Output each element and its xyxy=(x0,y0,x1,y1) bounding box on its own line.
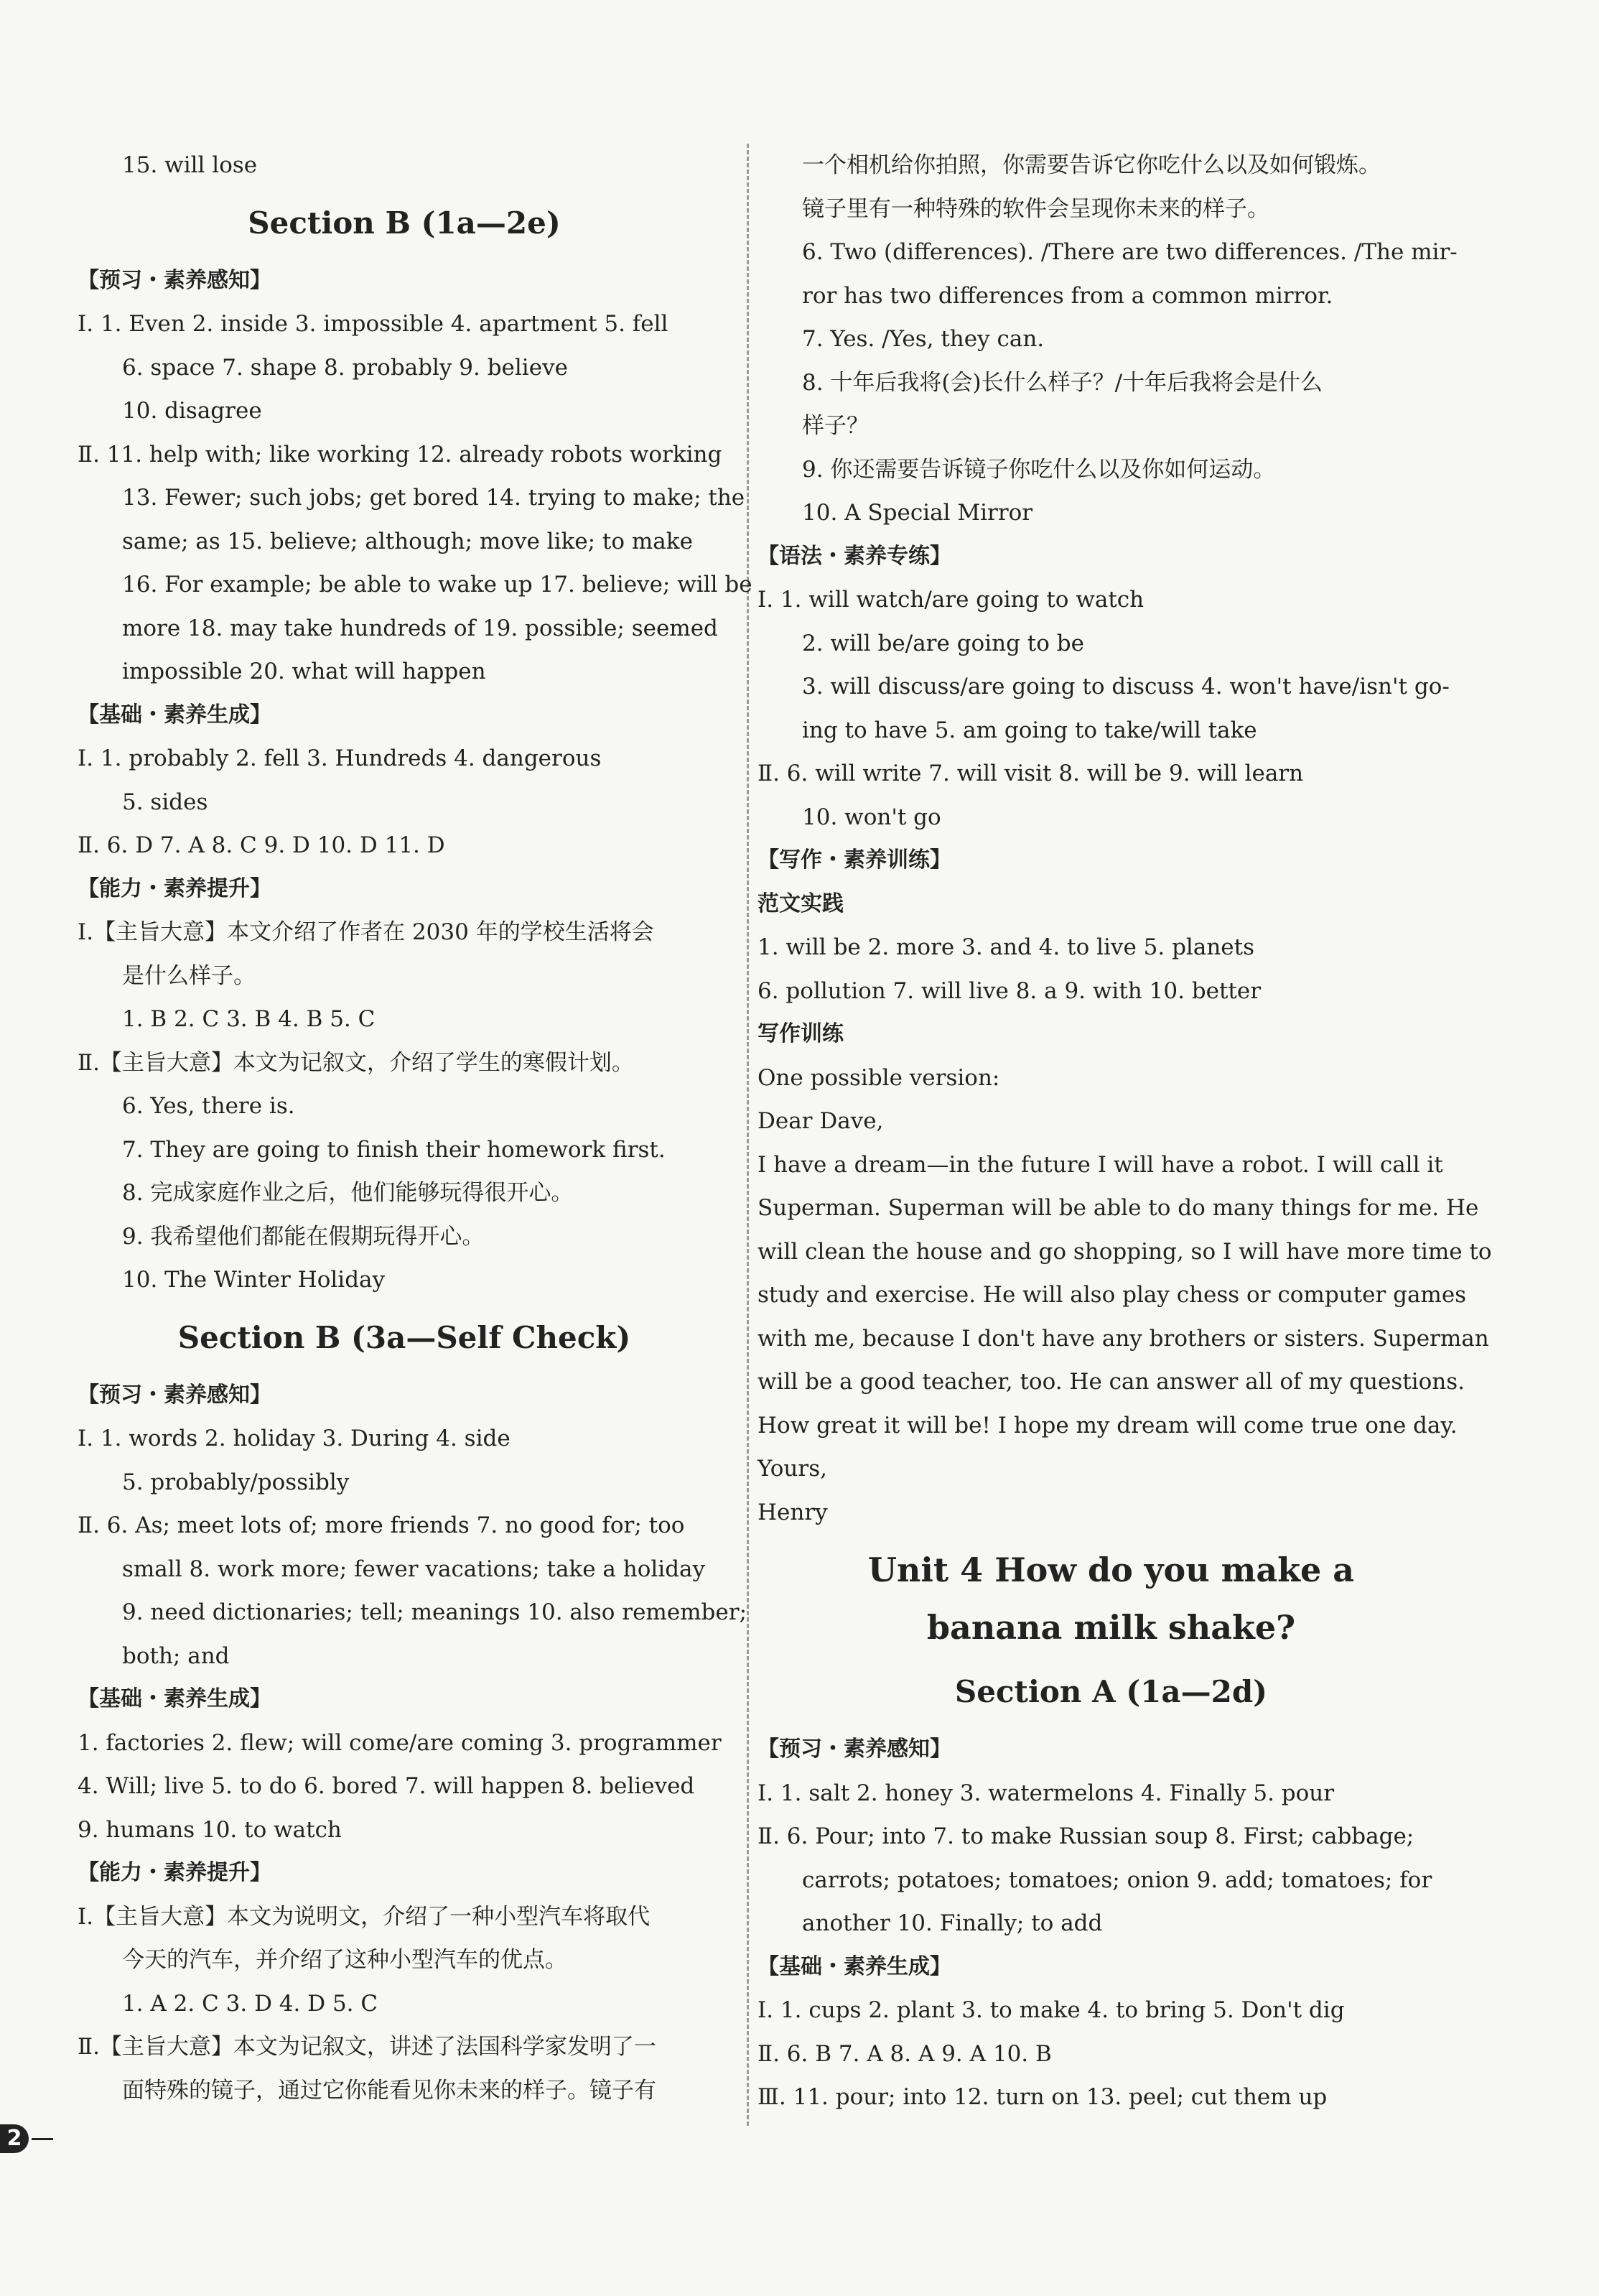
answer-line: ing to have 5. am going to take/will take xyxy=(802,717,1257,743)
answer-line: Ⅱ.【主旨大意】本文为记叙文，介绍了学生的寒假计划。 xyxy=(78,1049,634,1076)
answer-line: 样子？ xyxy=(802,413,869,439)
answer-line: 9. 你还需要告诉镜子你吃什么以及你如何运动。 xyxy=(802,456,1276,483)
section-tag: 【基础・素养生成】 xyxy=(78,702,271,728)
answer-line: 10. A Special Mirror xyxy=(802,500,1033,526)
section-heading: Section A (1a—2d) xyxy=(954,1674,1268,1709)
answer-line: Ⅰ.【主旨大意】本文介绍了作者在 2030 年的学校生活将会 xyxy=(78,919,654,945)
answer-line: 6. pollution 7. will live 8. a 9. with 10. better xyxy=(757,977,1262,1004)
answer-line: 1. factories 2. flew; will come/are coming 3. programmer xyxy=(78,1729,722,1756)
section-tag: 【基础・素养生成】 xyxy=(757,1953,951,1979)
section-heading: Section B (3a—Self Check) xyxy=(177,1319,631,1355)
answer-line: Ⅱ. 6. will write 7. will visit 8. will be 9. will learn xyxy=(757,761,1304,786)
answer-line: 9. 我希望他们都能在假期玩得开心。 xyxy=(122,1223,485,1250)
answer-line: Ⅱ.【主旨大意】本文为记叙文，讲述了法国科学家发明了一 xyxy=(78,2034,656,2060)
answer-line: 1. A 2. C 3. D 4. D 5. C xyxy=(122,1990,378,2017)
answer-line: both; and xyxy=(122,1642,230,1669)
answer-line: 面特殊的镜子，通过它你能看见你未来的样子。镜子有 xyxy=(122,2077,656,2104)
answer-line: 5. probably/possibly xyxy=(122,1469,350,1495)
answer-line: 2. will be/are going to be xyxy=(802,630,1084,656)
answer-line: Ⅲ. 11. pour; into 12. turn on 13. peel; cut them up xyxy=(757,2084,1328,2110)
section-tag: 【预习・素养感知】 xyxy=(78,267,271,293)
answer-line: Ⅰ. 1. salt 2. honey 3. watermelons 4. Finally 5. pour xyxy=(757,1780,1335,1806)
section-tag: 【预习・素养感知】 xyxy=(78,1382,271,1408)
answer-line: 7. Yes. /Yes, they can. xyxy=(802,326,1045,352)
page-number: 2 xyxy=(0,2124,29,2153)
subheading: 范文实践 xyxy=(757,891,844,916)
answer-line: 9. need dictionaries; tell; meanings 10. also remember; xyxy=(122,1599,747,1625)
answer-line: another 10. Finally; to add xyxy=(802,1910,1103,1936)
right-column xyxy=(757,144,1492,2119)
unit-title-line2: banana milk shake? xyxy=(926,1608,1296,1647)
answer-line: 15. will lose xyxy=(122,152,258,178)
answer-line: 6. space 7. shape 8. probably 9. believe xyxy=(122,354,568,381)
answer-line: 今天的汽车，并介绍了这种小型汽车的优点。 xyxy=(122,1947,567,1973)
answer-line: 13. Fewer; such jobs; get bored 14. trying to make; the xyxy=(122,485,745,511)
left-column xyxy=(78,144,752,2112)
answer-line: carrots; potatoes; tomatoes; onion 9. add; tomatoes; for xyxy=(802,1867,1432,1893)
answer-line: Ⅰ. 1. Even 2. inside 3. impossible 4. apartment 5. fell xyxy=(78,311,668,337)
answer-line: Ⅱ. 6. D 7. A 8. C 9. D 10. D 11. D xyxy=(78,832,445,858)
answer-line: 10. The Winter Holiday xyxy=(122,1267,386,1293)
answer-line: same; as 15. believe; although; move like; to make xyxy=(122,528,693,554)
answer-line: 10. won't go xyxy=(802,804,941,830)
answer-line: 3. will discuss/are going to discuss 4. won't have/isn't go- xyxy=(802,674,1450,700)
answer-line: small 8. work more; fewer vacations; take a holiday xyxy=(122,1556,706,1582)
answer-line: impossible 20. what will happen xyxy=(122,659,486,684)
answer-line: Ⅰ. 1. will watch/are going to watch xyxy=(757,587,1145,613)
answer-line: Ⅰ. 1. words 2. holiday 3. During 4. side xyxy=(78,1426,511,1451)
essay-line: I have a dream—in the future I will have a robot. I will call it xyxy=(757,1151,1443,1178)
answer-line: Ⅰ. 1. cups 2. plant 3. to make 4. to bring 5. Don't dig xyxy=(757,1997,1345,2023)
answer-line: Ⅱ. 11. help with; like working 12. already robots working xyxy=(78,441,722,468)
essay-line: Superman. Superman will be able to do many things for me. He xyxy=(757,1195,1479,1221)
answer-line: 5. sides xyxy=(122,789,208,815)
section-tag: 【能力・素养提升】 xyxy=(78,875,271,901)
essay-line: with me, because I don't have any brothers or sisters. Superman xyxy=(757,1325,1489,1352)
answer-line: Ⅰ. 1. probably 2. fell 3. Hundreds 4. dangerous xyxy=(78,745,602,771)
page-number-rule xyxy=(32,2138,53,2140)
subheading: 写作训练 xyxy=(757,1021,844,1046)
answer-line: 1. will be 2. more 3. and 4. to live 5. planets xyxy=(757,934,1254,960)
essay-line: How great it will be! I hope my dream will come true one day. xyxy=(757,1412,1458,1439)
section-tag: 【能力・素养提升】 xyxy=(78,1860,271,1885)
answer-line: 6. Two (differences). /There are two differences. /The mir- xyxy=(802,239,1458,265)
section-tag: 【预习・素养感知】 xyxy=(757,1737,951,1762)
answer-line: 8. 完成家庭作业之后，他们能够玩得很开心。 xyxy=(122,1180,574,1206)
answer-line: 是什么样子。 xyxy=(122,962,256,989)
answer-line: 1. B 2. C 3. B 4. B 5. C xyxy=(122,1006,376,1032)
answer-line: 7. They are going to finish their homework first. xyxy=(122,1136,666,1163)
answer-line: Ⅱ. 6. As; meet lots of; more friends 7. no good for; too xyxy=(78,1512,685,1538)
answer-line: Ⅱ. 6. B 7. A 8. A 9. A 10. B xyxy=(757,2040,1052,2067)
answer-line: 8. 十年后我将(会)长什么样子？/十年后我将会是什么 xyxy=(802,369,1323,396)
answer-line: 镜子里有一种特殊的软件会呈现你未来的样子。 xyxy=(802,195,1269,222)
essay-line: Dear Dave, xyxy=(757,1108,884,1134)
section-tag: 【基础・素养生成】 xyxy=(78,1686,271,1711)
answer-line: 16. For example; be able to wake up 17. believe; will be xyxy=(122,572,752,598)
section-tag: 【语法・素养专练】 xyxy=(757,543,951,569)
answer-line: ror has two differences from a common mirror. xyxy=(802,282,1333,309)
answer-line: Ⅰ.【主旨大意】本文为说明文，介绍了一种小型汽车将取代 xyxy=(78,1903,651,1930)
essay-line: will be a good teacher, too. He can answer all of my questions. xyxy=(757,1369,1465,1395)
essay-line: will clean the house and go shopping, so I will have more time to xyxy=(757,1238,1492,1265)
answer-line: Ⅱ. 6. Pour; into 7. to make Russian soup 8. First; cabbage; xyxy=(757,1823,1414,1849)
section-tag: 【写作・素养训练】 xyxy=(757,847,951,873)
essay-line: study and exercise. He will also play chess or computer games xyxy=(757,1282,1467,1308)
column-divider xyxy=(747,144,749,2126)
answer-line: 一个相机给你拍照，你需要告诉它你吃什么以及如何锻炼。 xyxy=(802,152,1381,178)
unit-title-line1: Unit 4 How do you make a xyxy=(867,1551,1355,1589)
answer-line: more 18. may take hundreds of 19. possible; seemed xyxy=(122,615,718,641)
answer-line: 10. disagree xyxy=(122,398,262,424)
essay-line: Yours, xyxy=(757,1456,827,1482)
section-heading: Section B (1a—2e) xyxy=(248,205,561,241)
answer-line: 4. Will; live 5. to do 6. bored 7. will happen 8. believed xyxy=(78,1773,695,1799)
essay-line: One possible version: xyxy=(757,1064,1000,1091)
essay-line: Henry xyxy=(757,1499,828,1525)
answer-line: 9. humans 10. to watch xyxy=(78,1816,342,1843)
answer-line: 6. Yes, there is. xyxy=(122,1093,295,1119)
